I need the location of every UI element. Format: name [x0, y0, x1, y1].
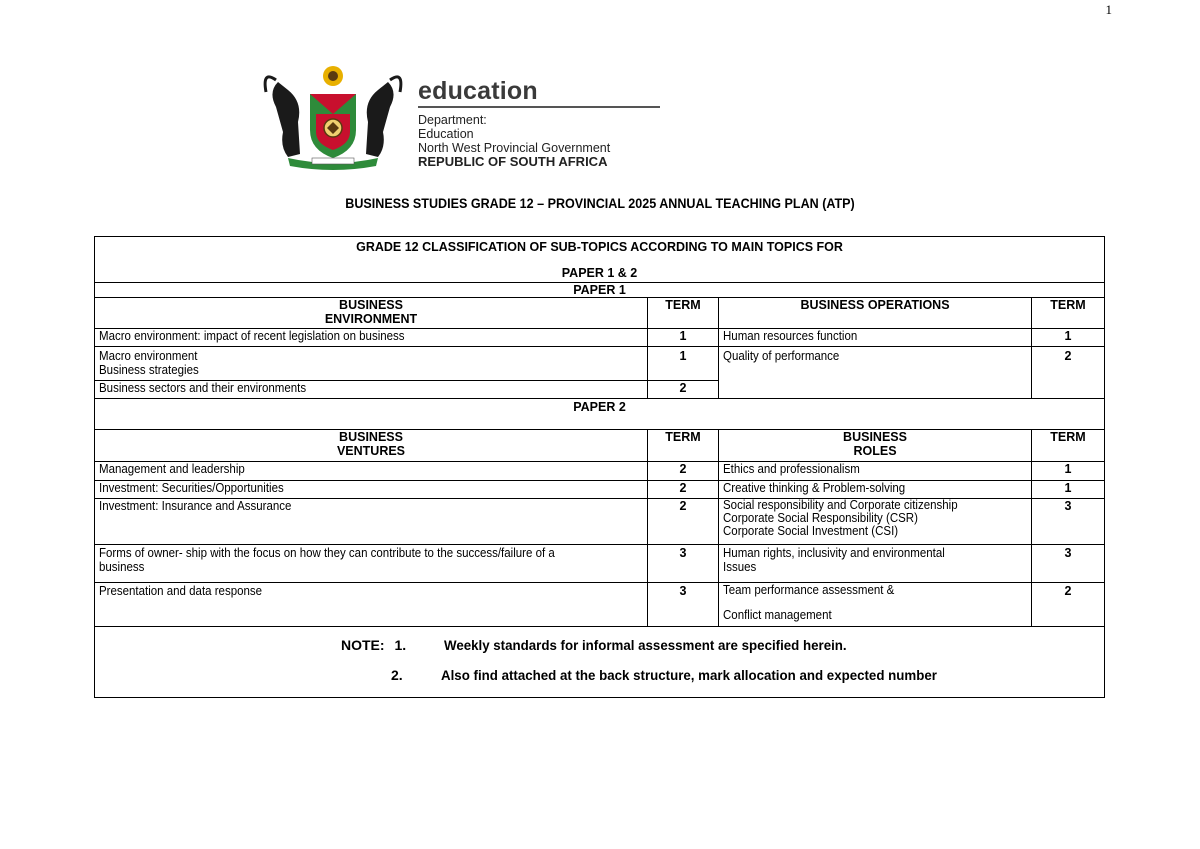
table-row	[95, 545, 1105, 583]
cell-term: 1	[1032, 329, 1105, 347]
table-heading-line2: PAPER 1 & 2	[561, 266, 638, 280]
row-subtopic	[95, 499, 648, 545]
logo-divider	[418, 106, 660, 108]
paper1-left-header	[95, 298, 648, 329]
logo-title: education	[418, 77, 538, 105]
logo-text-block	[418, 78, 660, 169]
note-number-2: 2.	[391, 667, 403, 683]
logo-line-republic: REPUBLIC OF SOUTH AFRICA	[418, 154, 608, 169]
row-subtopic	[719, 545, 1032, 583]
note-number-1: 1.	[394, 637, 407, 653]
cell-term: 2	[648, 462, 719, 481]
note-label: NOTE:	[341, 637, 385, 653]
row-subtopic	[95, 545, 648, 583]
atp-table	[94, 236, 1105, 698]
paper2-right-header-line2: ROLES	[853, 444, 897, 458]
paper1-right-header: BUSINESS OPERATIONS	[719, 298, 1032, 329]
row-subtopic	[719, 347, 1032, 399]
paper2-label: PAPER 2	[95, 399, 1105, 430]
cell-term: 2	[648, 499, 719, 545]
cell-term: 2	[648, 381, 719, 399]
cell-text: Ethics and professionalism	[723, 462, 860, 476]
cell-term: 1	[648, 347, 719, 381]
row-subtopic	[719, 329, 1032, 347]
note-line-1	[99, 637, 1100, 653]
paper1-term-header: TERM	[648, 298, 719, 329]
cell-term: 2	[1032, 347, 1105, 399]
note-text-2: Also find attached at the back structure, mark allocation and expected number	[440, 667, 937, 683]
paper1-left-header-line2: ENVIRONMENT	[324, 312, 418, 326]
cell-text: Quality of performance	[723, 349, 840, 363]
paper2-right-header-line1: BUSINESS	[843, 430, 907, 444]
row-subtopic	[95, 329, 648, 347]
paper1-left-header-line1: BUSINESS	[339, 298, 403, 312]
row-subtopic	[719, 462, 1032, 481]
paper1-term-header-right: TERM	[1032, 298, 1105, 329]
note-line-2	[99, 667, 1100, 683]
note-text-1: Weekly standards for informal assessment are specified herein.	[444, 637, 847, 653]
cell-text: Creative thinking & Problem-solving	[723, 481, 906, 495]
cell-term: 3	[648, 583, 719, 627]
cell-text: Management and leadership	[99, 462, 245, 476]
table-row	[95, 329, 1105, 347]
cell-text: Corporate Social Responsibility (CSR)	[723, 511, 918, 525]
table-row	[95, 347, 1105, 381]
table-row	[95, 481, 1105, 499]
row-subtopic	[719, 481, 1032, 499]
table-heading-line1: GRADE 12 CLASSIFICATION OF SUB-TOPICS ACCORDING TO MAIN TOPICS FOR	[356, 240, 843, 254]
cell-term: 2	[1032, 583, 1105, 627]
row-subtopic	[95, 481, 648, 499]
cell-term: 2	[648, 481, 719, 499]
page-number: 1	[1105, 2, 1112, 17]
cell-text: Team performance assessment &	[723, 583, 895, 597]
document-title: BUSINESS STUDIES GRADE 12 – PROVINCIAL 2025 ANNUAL TEACHING PLAN (ATP)	[345, 196, 855, 211]
row-subtopic	[95, 462, 648, 481]
row-subtopic	[95, 583, 648, 627]
cell-text: Conflict management	[723, 608, 832, 622]
paper1-label: PAPER 1	[95, 283, 1105, 298]
cell-text: Presentation and data response	[99, 584, 263, 598]
table-row	[95, 583, 1105, 627]
cell-text: Macro environment	[99, 349, 198, 363]
paper2-term-header-right: TERM	[1032, 430, 1105, 462]
cell-term: 1	[1032, 481, 1105, 499]
cell-text: Investment: Insurance and Assurance	[99, 499, 292, 513]
table-row	[95, 499, 1105, 545]
paper2-left-header-line1: BUSINESS	[339, 430, 403, 444]
cell-text: Investment: Securities/Opportunities	[99, 481, 284, 495]
paper2-term-header: TERM	[648, 430, 719, 462]
cell-text: Forms of owner- ship with the focus on how they can contribute to the success/failure of a	[99, 546, 555, 560]
cell-text: business	[99, 560, 145, 574]
cell-term: 1	[1032, 462, 1105, 481]
table-heading	[95, 237, 1105, 283]
department-logo	[258, 62, 668, 172]
row-subtopic	[719, 499, 1032, 545]
cell-text: Business sectors and their environments	[99, 381, 307, 395]
cell-text: Social responsibility and Corporate citizenship	[723, 498, 958, 512]
paper2-left-header	[95, 430, 648, 462]
paper2-left-header-line2: VENTURES	[336, 444, 406, 458]
cell-text: Business strategies	[99, 363, 199, 377]
cell-term: 3	[1032, 499, 1105, 545]
logo-line-government: North West Provincial Government	[418, 141, 611, 155]
logo-line-education: Education	[418, 127, 474, 141]
cell-text: Issues	[723, 560, 757, 574]
row-subtopic	[95, 347, 648, 381]
note-cell	[95, 627, 1105, 698]
row-subtopic	[95, 381, 648, 399]
table-row	[95, 462, 1105, 481]
cell-text: Corporate Social Investment (CSI)	[723, 524, 899, 538]
coat-of-arms-icon	[258, 62, 408, 172]
cell-text: Human resources function	[723, 329, 858, 343]
paper2-right-header	[719, 430, 1032, 462]
logo-line-department: Department:	[418, 113, 487, 127]
cell-text: Macro environment: impact of recent legislation on business	[99, 329, 405, 343]
cell-term: 3	[1032, 545, 1105, 583]
cell-text: Human rights, inclusivity and environmental	[723, 546, 945, 560]
cell-term: 1	[648, 329, 719, 347]
row-subtopic	[719, 583, 1032, 627]
cell-term: 3	[648, 545, 719, 583]
